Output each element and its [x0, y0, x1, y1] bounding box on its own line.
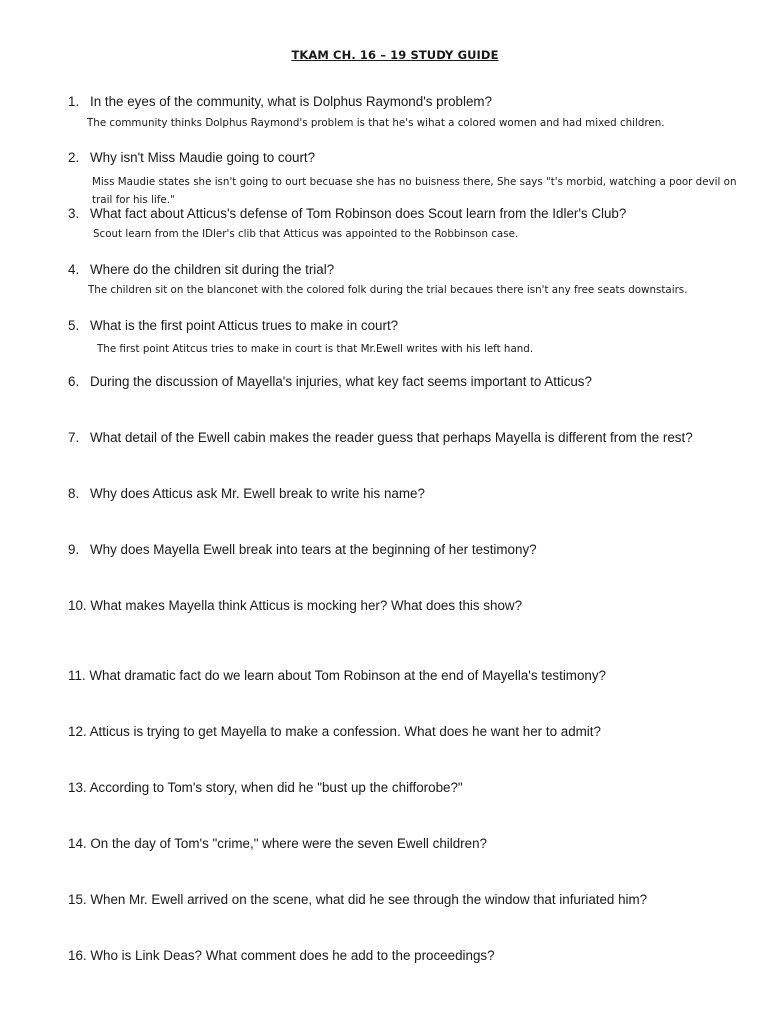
question-number: 8. [68, 486, 80, 501]
question-14 [68, 836, 487, 851]
question-text: During the discussion of Mayella's injuries, what key fact seems important to Atticus? [90, 374, 592, 389]
question-text: Who is Link Deas? What comment does he add to the proceedings? [90, 948, 495, 963]
answer-4: The children sit on the blanconet with the colored folk during the trial becaues there isn't any free seats downstairs. [88, 284, 688, 296]
question-10 [68, 598, 522, 613]
question-12 [68, 724, 601, 739]
question-number: 11. [68, 668, 86, 683]
question-text: Why isn't Miss Maudie going to court? [90, 150, 316, 165]
question-number: 14. [68, 836, 87, 851]
question-number: 1. [68, 94, 80, 109]
question-number: 3. [68, 206, 80, 221]
question-number: 16. [68, 948, 87, 963]
question-text: Why does Mayella Ewell break into tears at the beginning of her testimony? [90, 542, 537, 557]
question-number: 13. [68, 780, 87, 795]
answer-5: The first point Atitcus tries to make in court is that Mr.Ewell writes with his left hand. [97, 343, 534, 355]
question-number: 10. [68, 598, 87, 613]
question-6 [68, 374, 592, 389]
answer-1: The community thinks Dolphus Raymond's problem is that he's wihat a colored women and had mixed children. [87, 117, 665, 129]
question-number: 12. [68, 724, 87, 739]
question-number: 15. [68, 892, 87, 907]
question-number: 4. [68, 262, 80, 277]
question-number: 9. [68, 542, 80, 557]
question-text: Atticus is trying to get Mayella to make a confession. What does he want her to admit? [89, 724, 601, 739]
question-8 [68, 486, 425, 501]
question-15 [68, 892, 647, 907]
question-5 [68, 318, 398, 333]
question-9 [68, 542, 537, 557]
question-text: Where do the children sit during the trial? [90, 262, 335, 277]
question-number: 5. [68, 318, 80, 333]
question-11 [68, 668, 606, 683]
answer-3: Scout learn from the IDler's clib that Atticus was appointed to the Robbinson case. [93, 228, 519, 240]
question-text: What makes Mayella think Atticus is mocking her? What does this show? [90, 598, 523, 613]
question-text: On the day of Tom's "crime," where were the seven Ewell children? [90, 836, 487, 851]
question-text: What fact about Atticus's defense of Tom Robinson does Scout learn from the Idler's Club? [90, 206, 627, 221]
question-text: Why does Atticus ask Mr. Ewell break to write his name? [90, 486, 425, 501]
page-title: TKAM CH. 16 – 19 STUDY GUIDE [291, 48, 499, 62]
question-2 [68, 150, 315, 165]
question-number: 7. [68, 430, 80, 445]
question-number: 2. [68, 150, 80, 165]
question-3 [68, 206, 626, 221]
question-text: When Mr. Ewell arrived on the scene, what did he see through the window that infuriated him? [90, 892, 648, 907]
question-text: What dramatic fact do we learn about Tom Robinson at the end of Mayella's testimony? [89, 668, 606, 683]
question-text: According to Tom's story, when did he "bust up the chifforobe?" [89, 780, 463, 795]
question-number: 6. [68, 374, 80, 389]
question-13 [68, 780, 463, 795]
question-4 [68, 262, 334, 277]
question-text: What is the first point Atticus trues to make in court? [90, 318, 399, 333]
answer-2: Miss Maudie states she isn't going to ourt becuase she has no buisness there, She says "t's morbid, watching a poor devil on trail for his life." [92, 176, 737, 206]
question-text: In the eyes of the community, what is Dolphus Raymond's problem? [90, 94, 492, 109]
question-16 [68, 948, 495, 963]
question-1 [68, 94, 492, 109]
question-7 [68, 430, 693, 445]
question-text: What detail of the Ewell cabin makes the reader guess that perhaps Mayella is different from the rest? [90, 430, 693, 445]
